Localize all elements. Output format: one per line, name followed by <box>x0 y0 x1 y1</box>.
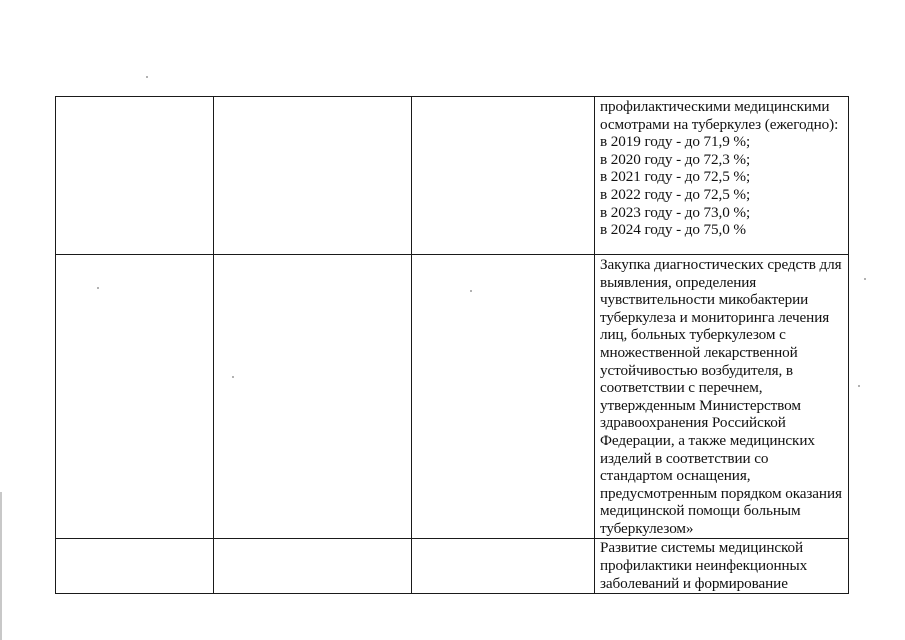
document-table <box>55 96 849 594</box>
table-cell <box>214 97 412 255</box>
table-row <box>56 97 849 255</box>
scan-speck <box>858 385 860 387</box>
cell-text: Развитие системы медицинской профилактики неинфекционных заболеваний и формирование <box>600 538 808 592</box>
table-cell <box>412 255 595 539</box>
table-cell <box>56 97 214 255</box>
table-row <box>56 538 849 593</box>
table-cell <box>412 97 595 255</box>
table-cell <box>56 255 214 539</box>
table-cell <box>214 255 412 539</box>
table-cell <box>412 538 595 593</box>
scan-speck <box>146 76 148 78</box>
scan-edge-shadow <box>0 492 2 640</box>
scan-speck <box>864 278 866 280</box>
table-cell <box>595 538 849 593</box>
table-cell <box>214 538 412 593</box>
cell-text: Закупка диагностических средств для выявления, определения чувствительности микобактерии туберкулеза и мониторинга лечения лиц, больных туберкулезом с множественной лекарственной устойчивостью возбудителя, в соответствии с перечнем, утвержденным Министерством здравоохранения Российской Федерации, а также медицинских изделий в соответствии со стандартом оснащения, предусмотренным порядком оказания медицинской помощи больным туберкулезом» <box>600 256 842 537</box>
cell-text: профилактическими медицинскими осмотрами на туберкулез (ежегодно): в 2019 году - до 71,9 %; в 2020 году - до 72,3 %; в 2021 году - до 72,5 %; в 2022 году - до 72,5 %; в 2023 году - до 73,0 %; в 2024 году - до 75,0 % <box>600 98 839 239</box>
table-cell <box>595 255 849 539</box>
table-row <box>56 255 849 539</box>
table-cell <box>595 97 849 255</box>
table-cell <box>56 538 214 593</box>
